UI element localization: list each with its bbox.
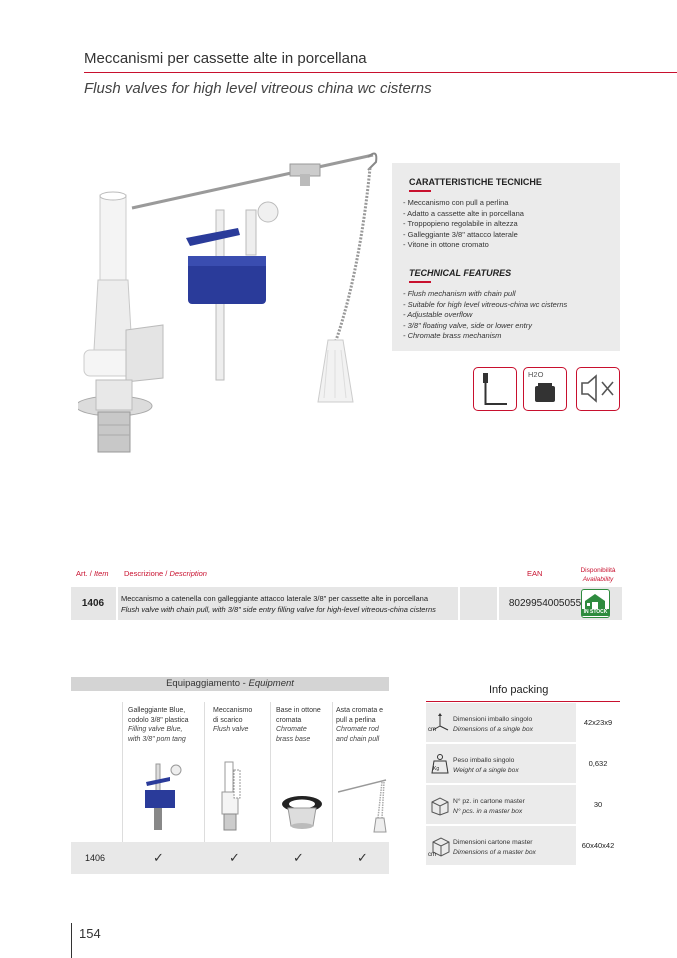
spec-item: - Suitable for high level vitreous-china wc cisterns xyxy=(403,299,568,309)
col-desc-it: Descrizione xyxy=(124,569,164,578)
row-divider xyxy=(116,587,118,620)
warehouse-icon xyxy=(582,591,608,611)
spec-item: - Flush mechanism with chain pull xyxy=(403,289,516,298)
spec-item: - Galleggiante 3/8" attacco laterale xyxy=(403,229,518,239)
boxes-icon xyxy=(430,794,452,816)
eq-label-it: cromata xyxy=(276,716,302,724)
packing-value: 60x40x42 xyxy=(576,826,620,865)
packing-row-master-dims xyxy=(426,826,620,865)
packing-label xyxy=(453,756,519,775)
col-avail-en: Availability xyxy=(582,576,614,583)
packing-label-it: Dimensioni imballo singolo xyxy=(453,716,533,723)
table-row xyxy=(71,587,622,620)
eq-label-it: pull a perlina xyxy=(336,716,376,724)
info-packing-rule xyxy=(426,701,620,702)
spec-heading-underline xyxy=(409,190,431,192)
packing-value: 30 xyxy=(576,785,620,824)
in-stock-label: IN STOCK xyxy=(583,609,608,615)
equipment-row xyxy=(71,842,389,874)
chain xyxy=(336,168,370,340)
packing-label-en: Dimensions of a single box xyxy=(453,725,533,733)
info-packing-title: Info packing xyxy=(489,684,549,696)
eq-label-it: Asta cromata e xyxy=(336,707,384,714)
overflow-tube xyxy=(100,195,126,280)
eq-label-en: Chromate xyxy=(276,726,307,733)
col-ean-header: EAN xyxy=(527,569,543,578)
col-desc-header: Descrizione / Description xyxy=(124,569,207,578)
filling-valve-thumb xyxy=(140,762,188,832)
packing-label xyxy=(453,797,525,816)
cistern-icon xyxy=(523,367,567,411)
equipment-title-en: Equipment xyxy=(248,678,294,689)
packing-row-master-pcs xyxy=(426,785,620,824)
flush-valve-thumb xyxy=(216,760,246,834)
silent-icon xyxy=(576,367,620,411)
packing-label-it: Dimensioni cartone master xyxy=(453,839,533,846)
eq-label-en: Chromate rod xyxy=(336,726,379,733)
spec-heading-en: TECHNICAL FEATURES xyxy=(409,268,512,278)
title-rule xyxy=(84,72,677,73)
col-art-it: Art. xyxy=(76,569,88,578)
rod-chain-thumb xyxy=(338,778,388,834)
equipment-col-flush-valve xyxy=(213,706,252,735)
spec-item: - Chromate brass mechanism xyxy=(403,331,502,340)
equipment-col-filling-valve xyxy=(128,706,188,744)
equipment-col-rod xyxy=(336,706,383,744)
desc-en: Flush valve with chain pull, with 3/8" side entry filling valve for high-level vitreous-china cisterns xyxy=(121,605,436,614)
equipment-col-base xyxy=(276,706,321,744)
page-number-rule xyxy=(71,923,72,958)
spec-item: - Adjustable overflow xyxy=(403,310,473,319)
eq-label-it: Base in ottone xyxy=(276,707,321,714)
col-art-header: Art. / Item xyxy=(76,569,109,578)
h2o-label: H2O xyxy=(528,370,544,379)
packing-label-en: Weight of a single box xyxy=(453,766,519,774)
row-divider xyxy=(458,587,460,620)
check-icon: ✓ xyxy=(153,850,164,865)
product-image xyxy=(78,150,390,460)
packing-value: 0,632 xyxy=(576,744,620,783)
desc-it: Meccanismo a catenella con galleggiante attacco laterale 3/8" per cassette alte in porcellana xyxy=(121,594,429,603)
spec-heading-underline xyxy=(409,281,431,283)
packing-row-single-weight xyxy=(426,744,620,783)
article-code: 1406 xyxy=(81,598,105,609)
packing-label-it: N° pz. in cartone master xyxy=(453,798,525,805)
equipment-row-code: 1406 xyxy=(85,853,106,863)
equipment-title xyxy=(71,677,389,691)
col-avail-it: Disponibilità xyxy=(580,567,616,574)
page-subtitle: Flush valves for high level vitreous china wc cisterns xyxy=(84,80,432,97)
col-art-en: Item xyxy=(93,569,109,578)
unit-label: cm xyxy=(428,852,436,858)
spec-box xyxy=(392,163,620,351)
col-avail-header xyxy=(573,566,623,584)
spec-list-it xyxy=(403,198,524,251)
check-icon: ✓ xyxy=(229,850,240,865)
packing-label-en: N° pcs. in a master box xyxy=(453,807,523,815)
packing-label xyxy=(453,715,533,734)
in-stock-badge xyxy=(581,589,610,618)
equipment-title-sep: - xyxy=(242,678,246,689)
chrome-base xyxy=(98,412,130,452)
packing-label xyxy=(453,838,536,857)
eq-label-it: Galleggiante Blue, xyxy=(128,707,186,714)
eq-label-it: di scarico xyxy=(213,716,243,724)
eq-label-en: with 3/8" pom tang xyxy=(128,735,186,743)
side-entry-icon xyxy=(473,367,517,411)
eq-label-it: Meccanismo xyxy=(213,707,253,714)
chrome-base-thumb xyxy=(280,794,324,832)
spec-item: - Vitone in ottone cromato xyxy=(403,240,489,249)
eq-label-it: codolo 3/8" plastica xyxy=(128,716,189,724)
eq-label-en: Flush valve xyxy=(213,726,249,733)
article-description xyxy=(121,593,529,615)
equipment-title-it: Equipaggiamento xyxy=(166,678,241,689)
eq-label-en: brass base xyxy=(276,735,311,743)
eq-label-en: and chain pull xyxy=(336,735,380,743)
packing-row-single-dims xyxy=(426,703,620,742)
check-icon: ✓ xyxy=(293,850,304,865)
spec-item: - Adatto a cassette alte in porcellana xyxy=(403,208,524,218)
eq-label-en: Filling valve Blue, xyxy=(128,726,183,733)
spec-item: - 3/8" floating valve, side or lower entry xyxy=(403,320,532,330)
page-number: 154 xyxy=(79,926,101,941)
packing-value: 42x23x9 xyxy=(576,703,620,742)
lever-rod xyxy=(132,155,373,208)
spec-heading-it: CARATTERISTICHE TECNICHE xyxy=(409,177,542,187)
spec-item: - Troppopieno regolabile in altezza xyxy=(403,219,518,228)
check-icon: ✓ xyxy=(357,850,368,865)
row-divider xyxy=(497,587,499,620)
unit-label: Kg xyxy=(433,766,440,772)
spec-list-en xyxy=(403,289,567,342)
packing-label-it: Peso imballo singolo xyxy=(453,757,515,764)
spec-item: - Meccanismo con pull a perlina xyxy=(403,198,509,207)
page-title: Meccanismi per cassette alte in porcellana xyxy=(84,50,367,67)
unit-label: cm xyxy=(428,727,436,733)
packing-label-en: Dimensions of a master box xyxy=(453,848,536,856)
ean-code: 8029954005055 xyxy=(508,598,582,609)
col-desc-en: Description xyxy=(169,569,207,578)
